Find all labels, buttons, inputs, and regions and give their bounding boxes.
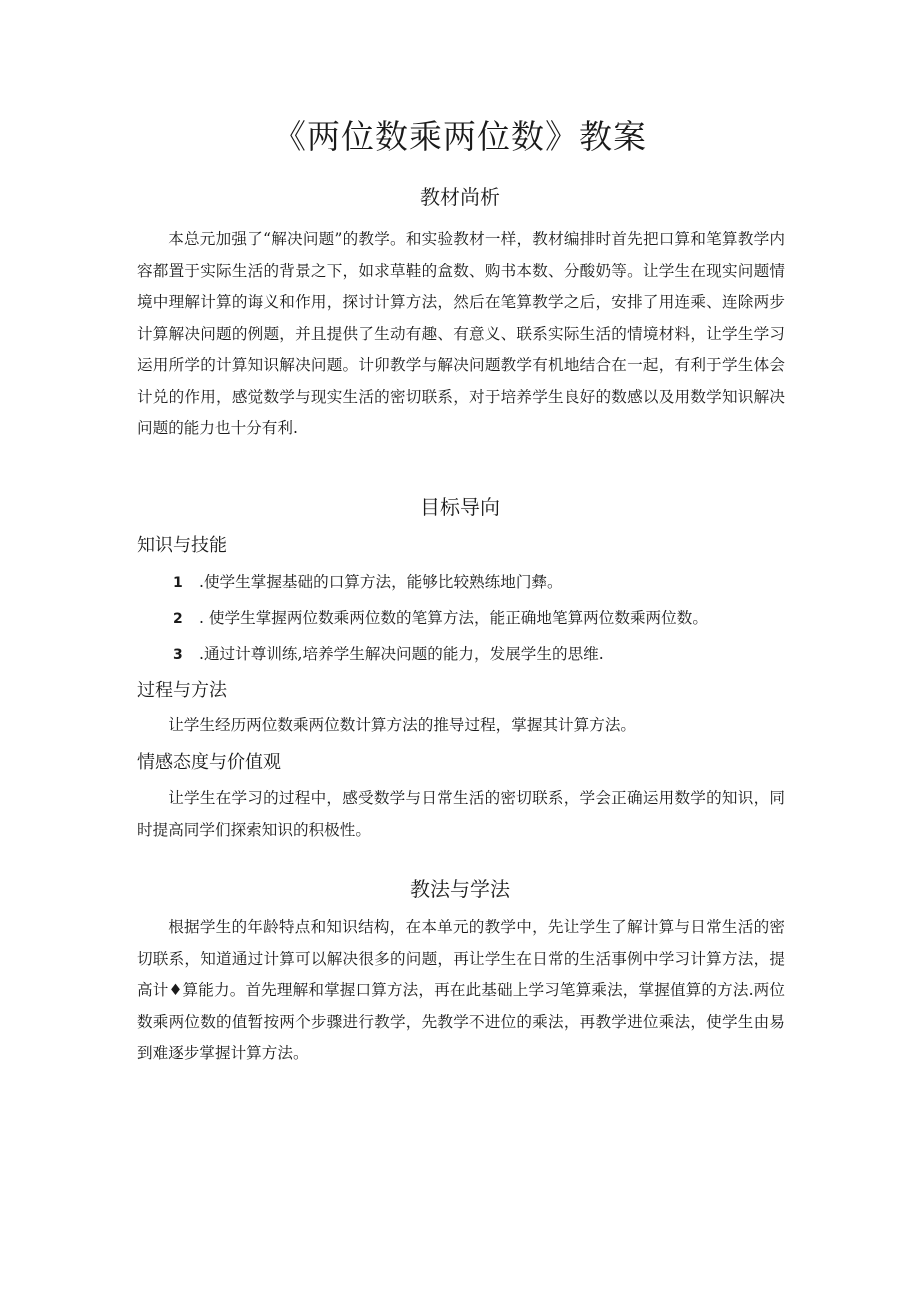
list-item	[137, 643, 785, 679]
section-heading-teaching-methods: 教法与学法	[410, 877, 510, 901]
list-item-number: 3	[173, 647, 183, 663]
list-item-text: .使学生掌握基础的口算方法，能够比较熟练地门彝。	[199, 573, 563, 591]
process-methods-paragraph: 让学生经历两位数乘两位数计算方法的推导过程，掌握其计算方法。	[168, 716, 637, 734]
section-heading-goals: 目标导向	[420, 495, 500, 519]
list-item-number: 1	[173, 575, 183, 591]
document-title: 《两位数乘两位数》教案	[273, 117, 647, 156]
textbook-analysis-paragraph: 本总元加强了“解决问题”的教学。和实验教材一样，教材编排时首先把口算和笔算教学内容都置于实际生活的背景之下，如求草鞋的盒数、购书本数、分酸奶等。让学生在现实问题情境中理解计算的诲义和作用，探讨计算方法，然后在笔算教学之后，安排了用连乘、连除两步计算解决问题的例题，并且提供了生动有趣、有意义、联系实际生活的情境材料，让学生学习运用所学的计算知识解决问题。计卯教学与解决问题教学有机地结合在一起，有利于学生体会计兑的作用，感觉数学与现实生活的密切联系，对于培养学生良好的数感以及用数学知识解决问题的能力也十分有利.	[137, 230, 785, 437]
subheading-emotion-values: 情感态度与价值观	[137, 752, 281, 773]
subheading-process-methods: 过程与方法	[137, 680, 227, 701]
list-item-text: .通过计尊训练,培养学生解决问题的能力，发展学生的思维.	[199, 645, 604, 663]
list-item	[137, 571, 785, 607]
list-item	[137, 607, 785, 643]
list-item-number: 2	[173, 611, 183, 627]
teaching-methods-paragraph: 根据学生的年龄特点和知识结构，在本单元的教学中，先让学生了解计算与日常生活的密切联系，知道通过计算可以解决很多的问题，再让学生在日常的生活事例中学习计算方法，提高计♦算能力。首先理解和掌握口算方法，再在此基础上学习笔算乘法，掌握值算的方法.两位数乘两位数的值暂按两个步骤进行教学，先教学不进位的乘法，再教学进位乘法，使学生由易到难逐步掌握计算方法。	[137, 918, 785, 1062]
list-item-text: . 使学生掌握两位数乘两位数的笔算方法，能正确地笔算两位数乘两位数。	[199, 609, 708, 627]
section-heading-textbook-analysis: 教材尚析	[420, 185, 500, 209]
emotion-values-paragraph: 让学生在学习的过程中，感受数学与日常生活的密切联系，学会正确运用数学的知识，同时提高同学们探索知识的积极性。	[137, 789, 785, 839]
knowledge-skills-list	[137, 571, 785, 679]
subheading-knowledge-skills: 知识与技能	[137, 535, 227, 556]
